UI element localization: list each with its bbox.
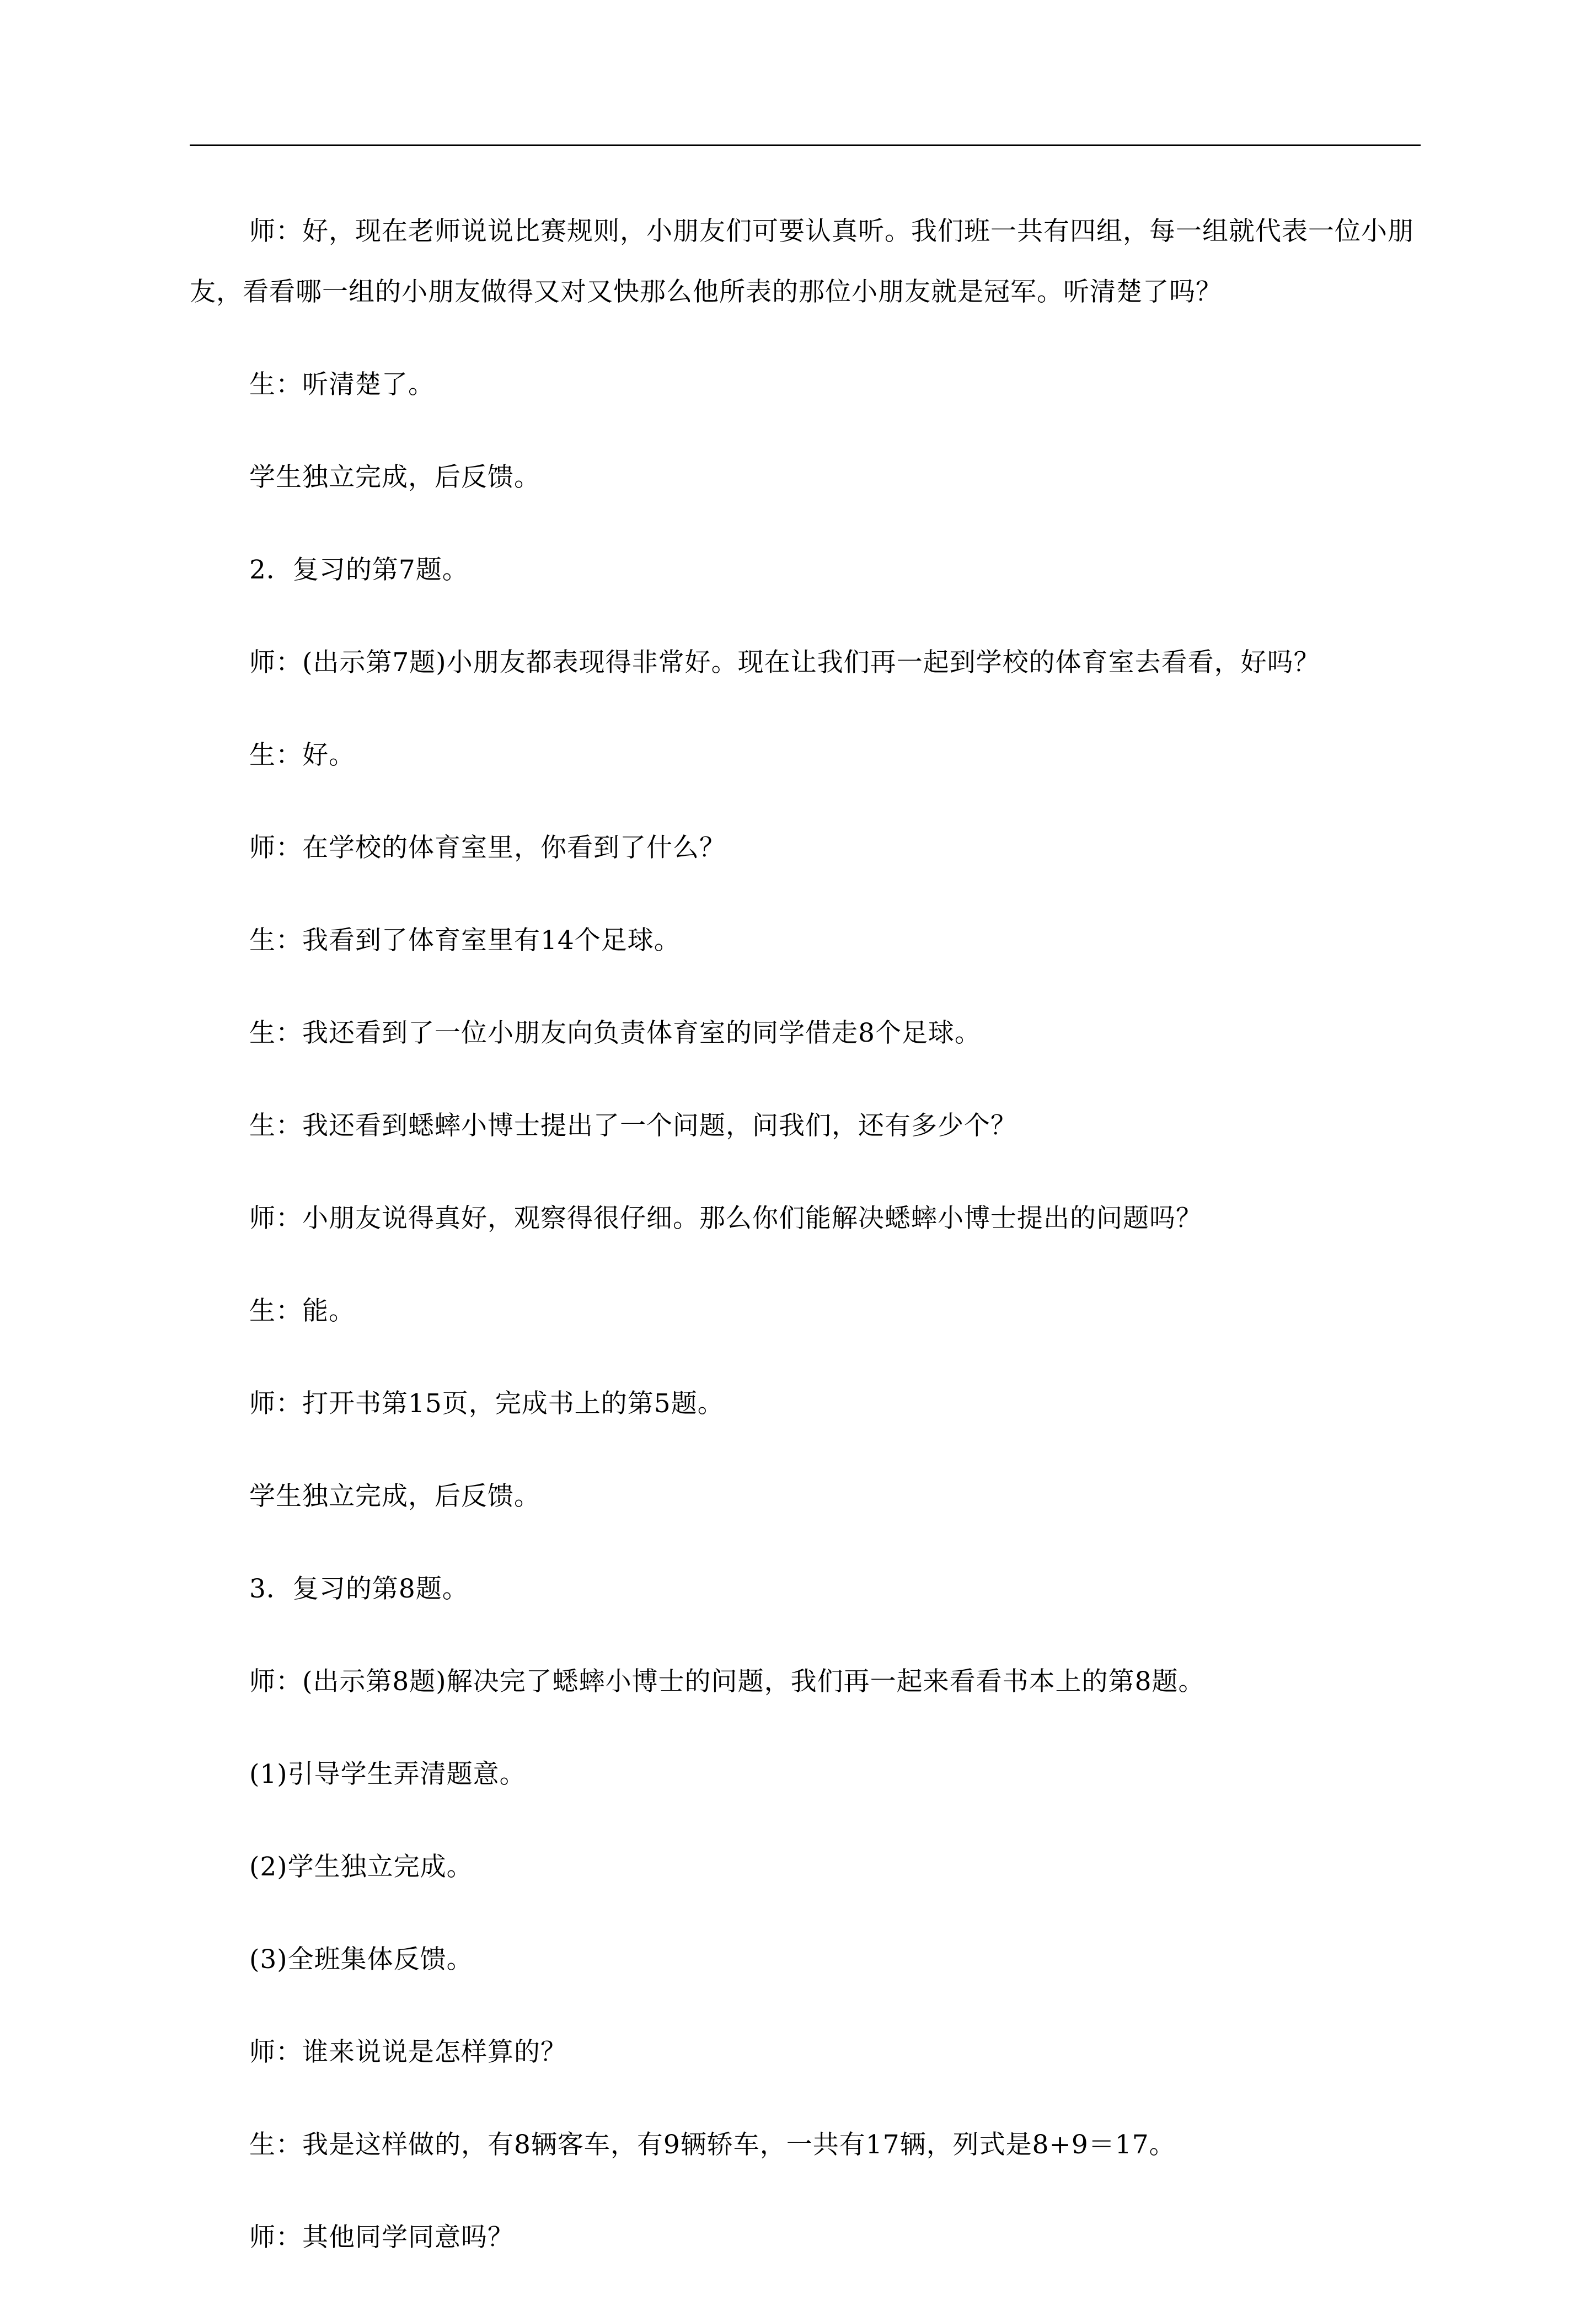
paragraph: 生：听清楚了。 xyxy=(249,369,435,400)
paragraph: 生：我还看到蟋蟀小博士提出了一个问题，问我们，还有多少个？ xyxy=(249,1111,1017,1141)
paragraph: (3)全班集体反馈。 xyxy=(249,1944,473,1975)
paragraph: 师：好，现在老师说说比赛规则，小朋友们可要认真听。我们班一共有四组，每一组就代表一位小朋友，看看哪一组的小朋友做得又对又快那么他所表的那位小朋友就是冠军。听清楚了吗？ xyxy=(190,216,1414,307)
paragraph: 师：(出示第8题)解决完了蟋蟀小博士的问题，我们再一起来看看书本上的第8题。 xyxy=(249,1666,1205,1697)
paragraph: (1)引导学生弄清题意。 xyxy=(249,1759,526,1789)
paragraph: 生：我看到了体育室里有14个足球。 xyxy=(249,925,681,956)
paragraph: 2．复习的第7题。 xyxy=(249,555,469,585)
paragraph: 师：其他同学同意吗？ xyxy=(249,2222,514,2253)
paragraph: 生：我还看到了一位小朋友向负责体育室的同学借走8个足球。 xyxy=(249,1018,981,1048)
paragraph: 师：在学校的体育室里，你看到了什么？ xyxy=(249,833,726,863)
paragraph: 3．复习的第8题。 xyxy=(249,1574,469,1604)
paragraph: 学生独立完成，后反馈。 xyxy=(249,1481,540,1511)
paragraph: 生：能。 xyxy=(249,1296,355,1326)
document-body xyxy=(190,201,1421,2300)
paragraph: 生：我是这样做的，有8辆客车，有9辆轿车，一共有17辆，列式是8+9＝17。 xyxy=(249,2130,1176,2160)
header-rule xyxy=(190,144,1421,146)
paragraph: (2)学生独立完成。 xyxy=(249,1852,473,1882)
paragraph: 师：(出示第7题)小朋友都表现得非常好。现在让我们再一起到学校的体育室去看看，好吗？ xyxy=(249,647,1320,678)
paragraph: 学生独立完成，后反馈。 xyxy=(249,462,540,492)
paragraph: 师：谁来说说是怎样算的？ xyxy=(249,2037,567,2067)
paragraph: 师：小朋友说得真好，观察得很仔细。那么你们能解决蟋蟀小博士提出的问题吗？ xyxy=(249,1203,1202,1234)
paragraph: 生：好。 xyxy=(249,740,355,770)
paragraph: 师：打开书第15页，完成书上的第5题。 xyxy=(249,1388,724,1419)
